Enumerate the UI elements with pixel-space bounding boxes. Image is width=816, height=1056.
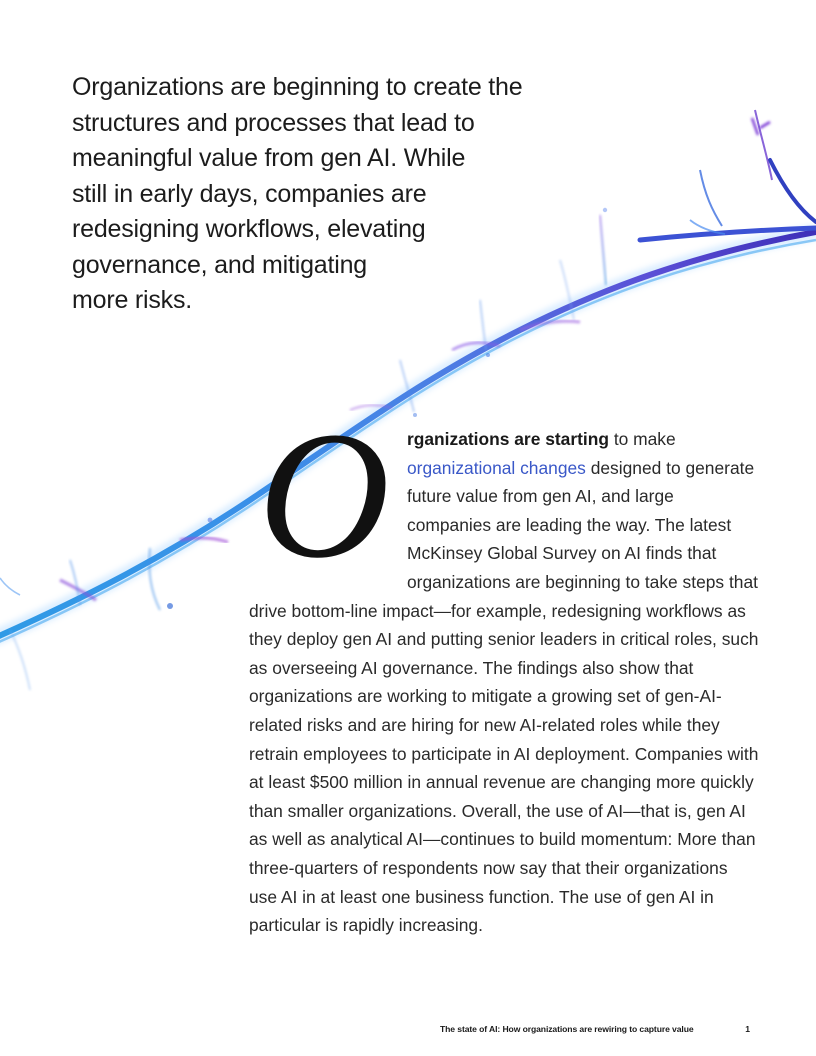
drop-cap: O (258, 395, 390, 596)
body-paragraph: designed to generate future value from gen AI, and large companies are leading the way. The latest McKinsey Global Survey on AI finds that organizations are beginning to take steps that drive bottom-line impact—for example, redesigning workflows as they deploy gen AI and putting senior leaders in critical roles, such as overseeing AI governance. The findings also show that organizations are working to mitigate a growing set of gen-AI-related risks and are hiring for new AI-related roles while they retrain employees to participate in AI deployment. Companies with at least $500 million in annual revenue are changing more quickly than smaller organizations. Overall, the use of AI—that is, gen AI as well as analytical AI—continues to build momentum: More than three-quarters of respondents now say that their organizations use AI in at least one business function. The use of gen AI in particular is rapidly increasing. (249, 457, 759, 936)
headline-line-1: Organizations are beginning to create the (72, 73, 523, 101)
lead-in-text: to make (608, 429, 676, 449)
page-number: 1 (745, 1024, 750, 1034)
headline-line-4: still in early days, companies are (72, 179, 427, 208)
footer-document-title: The state of AI: How organizations are rewiring to capture value (440, 1024, 694, 1034)
organizational-changes-link[interactable]: organizational changes (407, 457, 586, 478)
headline-line-6: governance, and mitigating (72, 250, 367, 279)
headline-line-3: meaningful value from gen AI. While (72, 144, 466, 172)
headline-line-7: more risks. (72, 286, 193, 314)
article-body (249, 395, 759, 940)
headline-line-5: redesigning workflows, elevating (72, 215, 426, 243)
headline-line-2: structures and processes that lead to (72, 108, 475, 137)
page-footer (440, 1024, 750, 1034)
lead-in-bold: rganizations are starting (407, 429, 609, 449)
headline (72, 70, 592, 319)
